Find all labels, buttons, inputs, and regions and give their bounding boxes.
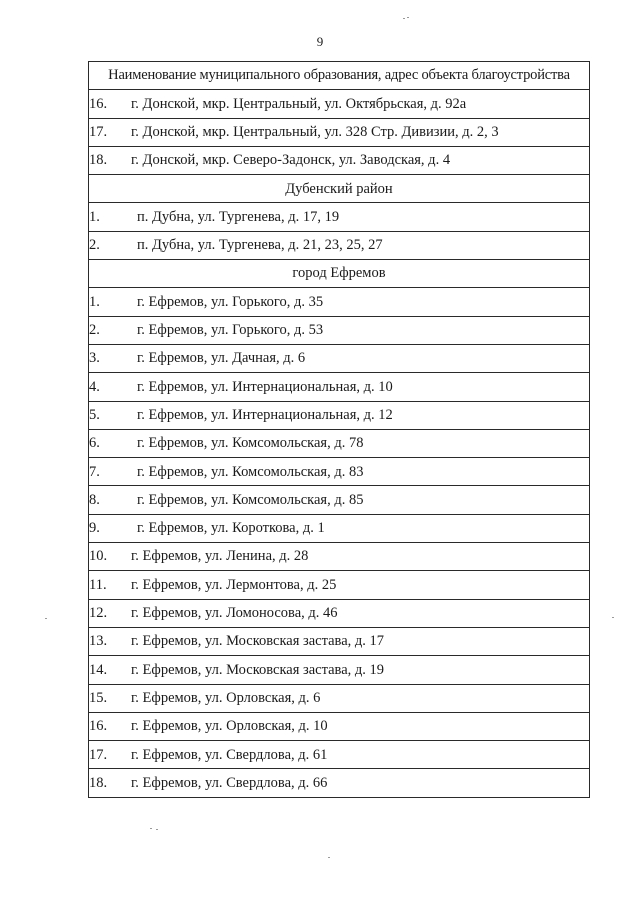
item-address: г. Донской, мкр. Центральный, ул. 328 Стр. Дивизии, д. 2, 3 bbox=[131, 123, 499, 140]
table-row bbox=[89, 401, 590, 429]
item-cell bbox=[89, 231, 590, 259]
scan-speck bbox=[403, 18, 405, 19]
item-number: 13. bbox=[89, 633, 108, 650]
table-header: Наименование муниципального образования, адрес объекта благоустройства bbox=[89, 62, 590, 90]
item-cell bbox=[89, 656, 590, 684]
item-cell bbox=[89, 627, 590, 655]
table-row bbox=[89, 231, 590, 259]
scan-speck bbox=[150, 828, 152, 829]
item-cell bbox=[89, 769, 590, 797]
table-row bbox=[89, 90, 590, 118]
item-number: 18. bbox=[89, 152, 108, 169]
item-address: г. Ефремов, ул. Орловская, д. 6 bbox=[131, 689, 321, 706]
item-address: г. Ефремов, ул. Дачная, д. 6 bbox=[137, 350, 306, 367]
table-row bbox=[89, 429, 590, 457]
item-address: г. Ефремов, ул. Свердлова, д. 66 bbox=[131, 774, 328, 791]
item-number: 11. bbox=[89, 576, 107, 593]
table-body bbox=[89, 62, 590, 798]
item-cell bbox=[89, 118, 590, 146]
item-number: 8. bbox=[89, 491, 100, 508]
scan-speck bbox=[45, 618, 47, 619]
item-address: г. Донской, мкр. Центральный, ул. Октябрьская, д. 92а bbox=[131, 95, 467, 112]
item-address: п. Дубна, ул. Тургенева, д. 17, 19 bbox=[137, 208, 340, 225]
table-row bbox=[89, 316, 590, 344]
table-row bbox=[89, 203, 590, 231]
scan-speck bbox=[612, 617, 614, 618]
item-number: 10. bbox=[89, 548, 108, 565]
item-address: г. Ефремов, ул. Комсомольская, д. 85 bbox=[137, 491, 364, 508]
item-number: 16. bbox=[89, 718, 108, 735]
section-row bbox=[89, 175, 590, 203]
page-number: 9 bbox=[316, 34, 324, 49]
item-address: г. Ефремов, ул. Горького, д. 53 bbox=[137, 322, 324, 339]
table-row bbox=[89, 627, 590, 655]
item-address: г. Ефремов, ул. Короткова, д. 1 bbox=[137, 520, 325, 537]
item-number: 1. bbox=[89, 208, 100, 225]
item-cell bbox=[89, 203, 590, 231]
objects-table bbox=[88, 61, 590, 798]
item-cell bbox=[89, 344, 590, 372]
item-number: 4. bbox=[89, 378, 100, 395]
section-title: город Ефремов bbox=[89, 260, 590, 288]
item-number: 2. bbox=[89, 322, 100, 339]
section-title: Дубенский район bbox=[89, 175, 590, 203]
item-number: 1. bbox=[89, 293, 100, 310]
item-address: г. Ефремов, ул. Интернациональная, д. 10 bbox=[137, 378, 393, 395]
item-number: 12. bbox=[89, 605, 108, 622]
table-row bbox=[89, 741, 590, 769]
item-address: г. Ефремов, ул. Свердлова, д. 61 bbox=[131, 746, 328, 763]
item-address: г. Ефремов, ул. Горького, д. 35 bbox=[137, 293, 324, 310]
item-cell bbox=[89, 288, 590, 316]
item-cell bbox=[89, 401, 590, 429]
item-number: 17. bbox=[89, 123, 108, 140]
table-row bbox=[89, 571, 590, 599]
item-number: 7. bbox=[89, 463, 100, 480]
table-row bbox=[89, 486, 590, 514]
table-row bbox=[89, 458, 590, 486]
table-row bbox=[89, 684, 590, 712]
item-address: г. Ефремов, ул. Орловская, д. 10 bbox=[131, 718, 328, 735]
item-cell bbox=[89, 712, 590, 740]
table-row bbox=[89, 288, 590, 316]
item-number: 5. bbox=[89, 406, 100, 423]
item-address: г. Ефремов, ул. Ломоносова, д. 46 bbox=[131, 605, 338, 622]
table-row bbox=[89, 514, 590, 542]
item-cell bbox=[89, 514, 590, 542]
table-row bbox=[89, 543, 590, 571]
item-cell bbox=[89, 684, 590, 712]
item-address: г. Ефремов, ул. Лермонтова, д. 25 bbox=[131, 576, 337, 593]
item-cell bbox=[89, 571, 590, 599]
table-row bbox=[89, 656, 590, 684]
table-row bbox=[89, 712, 590, 740]
section-row bbox=[89, 260, 590, 288]
item-cell bbox=[89, 146, 590, 174]
table-row bbox=[89, 599, 590, 627]
item-address: г. Ефремов, ул. Московская застава, д. 17 bbox=[131, 633, 385, 650]
item-cell bbox=[89, 373, 590, 401]
table-row bbox=[89, 373, 590, 401]
item-cell bbox=[89, 599, 590, 627]
item-address: г. Ефремов, ул. Комсомольская, д. 78 bbox=[137, 435, 364, 452]
scan-speck bbox=[156, 829, 158, 830]
item-number: 14. bbox=[89, 661, 108, 678]
item-address: г. Ефремов, ул. Ленина, д. 28 bbox=[131, 548, 309, 565]
item-number: 15. bbox=[89, 689, 108, 706]
table-row bbox=[89, 118, 590, 146]
item-address: г. Донской, мкр. Северо-Задонск, ул. Заводская, д. 4 bbox=[131, 152, 451, 169]
item-number: 9. bbox=[89, 520, 100, 537]
table-row bbox=[89, 344, 590, 372]
item-cell bbox=[89, 429, 590, 457]
table-row bbox=[89, 146, 590, 174]
scan-speck bbox=[407, 17, 409, 18]
item-cell bbox=[89, 90, 590, 118]
item-address: г. Ефремов, ул. Московская застава, д. 19 bbox=[131, 661, 385, 678]
item-address: п. Дубна, ул. Тургенева, д. 21, 23, 25, 27 bbox=[137, 237, 383, 254]
item-cell bbox=[89, 543, 590, 571]
item-number: 3. bbox=[89, 350, 100, 367]
item-number: 16. bbox=[89, 95, 108, 112]
item-cell bbox=[89, 486, 590, 514]
item-address: г. Ефремов, ул. Интернациональная, д. 12 bbox=[137, 406, 393, 423]
item-number: 2. bbox=[89, 237, 100, 254]
item-number: 17. bbox=[89, 746, 108, 763]
scan-speck bbox=[328, 857, 330, 858]
item-cell bbox=[89, 741, 590, 769]
item-cell bbox=[89, 316, 590, 344]
item-number: 6. bbox=[89, 435, 100, 452]
item-cell bbox=[89, 458, 590, 486]
item-number: 18. bbox=[89, 774, 108, 791]
table-header-row bbox=[89, 62, 590, 90]
item-address: г. Ефремов, ул. Комсомольская, д. 83 bbox=[137, 463, 364, 480]
table-row bbox=[89, 769, 590, 797]
